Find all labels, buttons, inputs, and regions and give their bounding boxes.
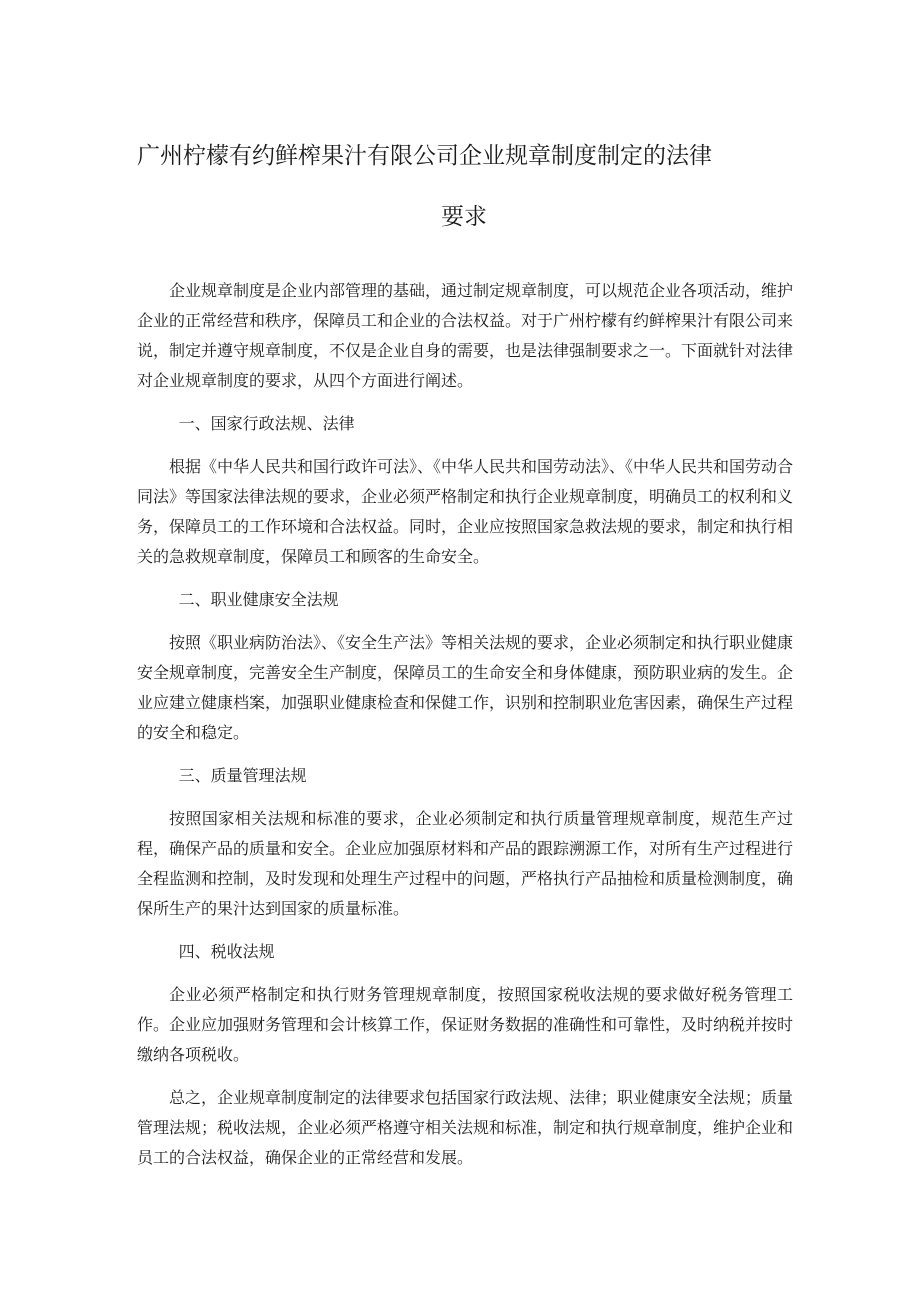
document-title-line1: 广州柠檬有约鲜榨果汁有限公司企业规章制度制定的法律 (137, 143, 712, 169)
document-body (137, 276, 793, 1186)
document-title-line2: 要求 (441, 204, 487, 230)
conclusion-paragraph: 总之，企业规章制度制定的法律要求包括国家行政法规、法律；职业健康安全法规；质量管理法规；税收法规，企业必须严格遵守相关法规和标准，制定和执行规章制度，维护企业和员工的合法权益，确保企业的正常经营和发展。 (137, 1088, 794, 1167)
section-heading-3: 三、质量管理法规 (178, 766, 307, 785)
section-heading-2: 二、职业健康安全法规 (178, 590, 339, 609)
section-paragraph-1: 根据《中华人民共和国行政许可法》、《中华人民共和国劳动法》、《中华人民共和国劳动合同法》等国家法律法规的要求，企业必须严格制定和执行企业规章制度，明确员工的权利和义务，保障员工的工作环境和合法权益。同时，企业应按照国家急救法规的要求，制定和执行相关的急救规章制度，保障员工和顾客的生命安全。 (137, 457, 794, 566)
intro-paragraph: 企业规章制度是企业内部管理的基础，通过制定规章制度，可以规范企业各项活动，维护企业的正常经营和秩序，保障员工和企业的合法权益。对于广州柠檬有约鲜榨果汁有限公司来说，制定并遵守规章制度，不仅是企业自身的需要，也是法律强制要求之一。下面就针对法律对企业规章制度的要求，从四个方面进行阐述。 (137, 281, 794, 390)
section-paragraph-4: 企业必须严格制定和执行财务管理规章制度，按照国家税收法规的要求做好税务管理工作。企业应加强财务管理和会计核算工作，保证财务数据的准确性和可靠性，及时纳税并按时缴纳各项税收。 (137, 985, 794, 1064)
section-heading-4: 四、税收法规 (178, 942, 275, 961)
section-paragraph-2: 按照《职业病防治法》、《安全生产法》等相关法规的要求，企业必须制定和执行职业健康安全规章制度，完善安全生产制度，保障员工的生命安全和身体健康，预防职业病的发生。企业应建立健康档案，加强职业健康检查和保健工作，识别和控制职业危害因素，确保生产过程的安全和稳定。 (137, 633, 794, 742)
section-heading-1: 一、国家行政法规、法律 (178, 414, 355, 433)
section-paragraph-3: 按照国家相关法规和标准的要求，企业必须制定和执行质量管理规章制度，规范生产过程，确保产品的质量和安全。企业应加强原材料和产品的跟踪溯源工作，对所有生产过程进行全程监测和控制，及时发现和处理生产过程中的问题，严格执行产品抽检和质量检测制度，确保所生产的果汁达到国家的质量标准。 (137, 809, 794, 918)
